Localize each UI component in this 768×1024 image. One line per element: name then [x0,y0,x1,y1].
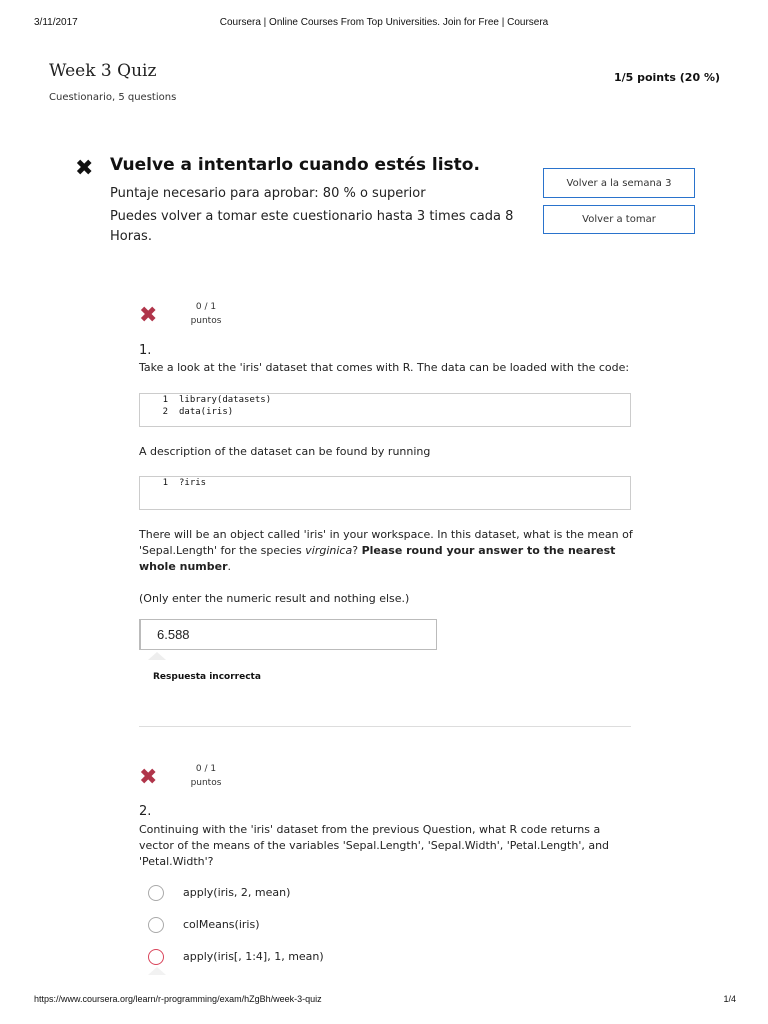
points-label: puntos [190,778,222,788]
points-value: 0 / 1 [195,764,217,774]
close-icon: ✖ [75,156,94,181]
answer-instruction: (Only enter the numeric result and nothing else.) [139,592,410,605]
points-label: puntos [190,316,222,326]
incorrect-icon: ✖ [139,303,158,328]
code-line: data(iris) [179,407,234,417]
pass-requirement: Puntaje necesario para aprobar: 80 % o superior [110,186,426,201]
banner-heading: Vuelve a intentarlo cuando estés listo. [110,155,480,175]
retake-limit-line2: Horas. [110,229,152,244]
retake-quiz-button[interactable]: Volver a tomar [543,205,695,234]
code-line: ?iris [179,478,207,488]
code-block [139,393,631,427]
code-line-number: 1 [162,395,168,405]
rounding-instruction: whole number [139,560,228,573]
code-line-number: 2 [162,407,168,417]
feedback-text: Respuesta incorrecta [153,672,261,682]
option-label[interactable]: apply(iris, 2, mean) [183,886,291,899]
print-page-title: Coursera | Online Courses From Top Universities. Join for Free | Coursera [219,17,549,28]
feedback-pointer [148,652,166,660]
code-block [139,476,631,510]
option-radio-selected[interactable] [148,949,164,965]
question-text-line: vector of the means of the variables 'Sepal.Length', 'Sepal.Width', 'Petal.Length', and [139,839,610,852]
option-label[interactable]: colMeans(iris) [183,918,260,931]
feedback-pointer [148,967,166,975]
quiz-score: 1/5 points (20 %) [613,71,720,84]
code-line: library(datasets) [179,395,272,405]
question-divider [139,726,631,727]
question-points [176,762,236,790]
question-text-line [139,543,639,559]
question-text-part: . [227,560,231,573]
back-to-week-button[interactable]: Volver a la semana 3 [543,168,695,198]
print-page-number: 1/4 [723,994,736,1004]
print-date: 3/11/2017 [34,17,78,28]
quiz-subtitle: Cuestionario, 5 questions [49,92,177,103]
quiz-title: Week 3 Quiz [49,61,157,81]
points-value: 0 / 1 [195,302,217,312]
code-line-number: 1 [162,478,168,488]
option-radio[interactable] [148,885,164,901]
question-number: 1. [139,343,152,358]
question-intro: Take a look at the 'iris' dataset that comes with R. The data can be loaded with the code: [139,361,630,374]
question-text-part: 'Sepal.Length' for the species [139,544,306,557]
question-text [139,527,639,575]
answer-input[interactable]: 6.588 [139,619,437,650]
option-label[interactable]: apply(iris[, 1:4], 1, mean) [183,950,324,963]
rounding-instruction: Please round your answer to the nearest [361,544,616,557]
question-text-line [139,559,639,575]
question-points [176,300,236,328]
question-text-line: 'Petal.Width'? [139,855,214,868]
question-text-part: ? [352,544,362,557]
question-text-line: There will be an object called 'iris' in your workspace. In this dataset, what is the mean of [139,528,633,541]
print-url: https://www.coursera.org/learn/r-programming/exam/hZgBh/week-3-quiz [34,994,322,1004]
incorrect-icon: ✖ [139,765,158,790]
question-text-line: Continuing with the 'iris' dataset from the previous Question, what R code returns a [139,823,601,836]
retake-limit-line1: Puedes volver a tomar este cuestionario hasta 3 times cada 8 [110,209,514,224]
question-text [139,822,639,870]
option-radio[interactable] [148,917,164,933]
question-number: 2. [139,804,152,819]
question-description: A description of the dataset can be found by running [139,445,431,458]
species-name: virginica [305,544,353,557]
